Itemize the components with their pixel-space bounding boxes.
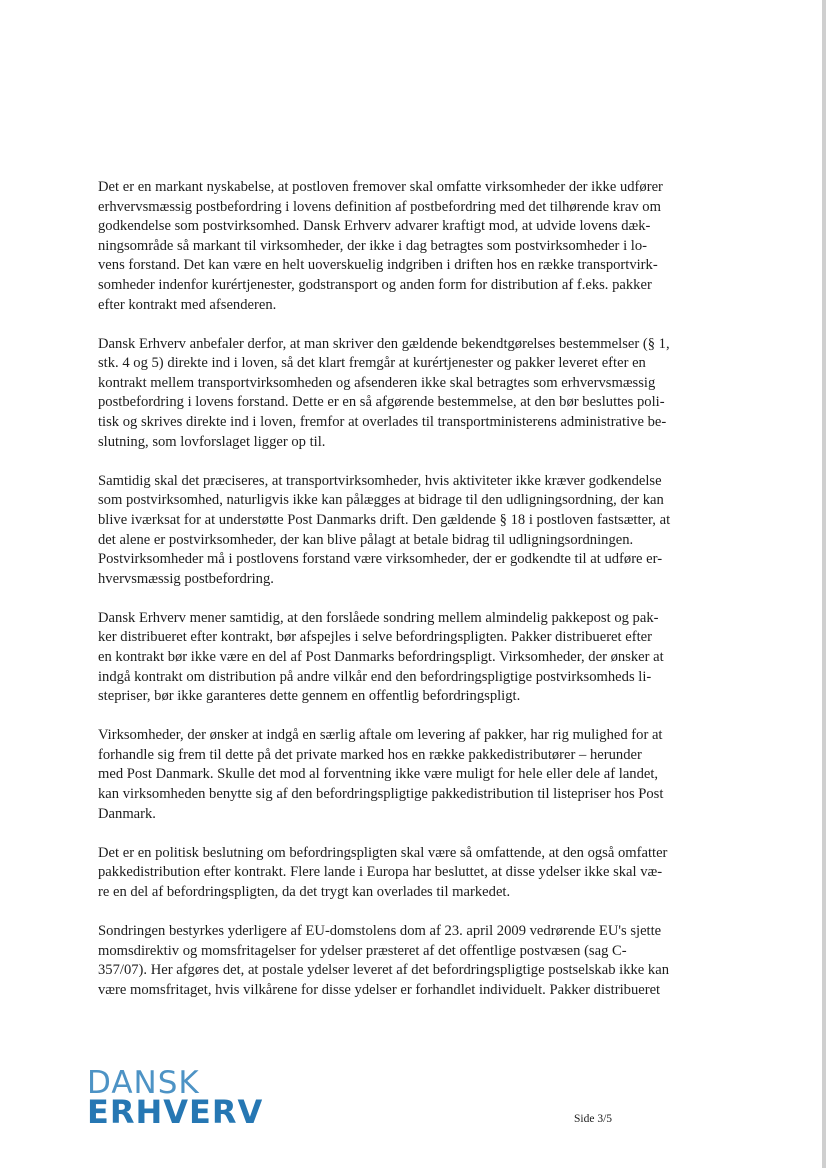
- text-line: ker distribueret efter kontrakt, bør afspejles i selve befordringspligten. Pakker distribueret efter: [98, 629, 652, 646]
- logo-word-erhverv: ERHVERV: [87, 1093, 264, 1131]
- text-line: postbefordring i lovens forstand. Dette er en så afgørende bestemmelse, at den bør besluttes poli-: [98, 394, 665, 411]
- paragraph-5: [98, 726, 726, 824]
- text-line: vens forstand. Det kan være en helt uoverskuelig indgriben i driften hos en række transportvirk-: [98, 257, 658, 274]
- text-line: med Post Danmark. Skulle det mod al forventning ikke være muligt for hele eller dele af landet,: [98, 766, 659, 783]
- text-line: re en del af befordringspligten, da det trygt kan overlades til markedet.: [98, 883, 511, 900]
- text-line: 357/07). Her afgøres det, at postale ydelser leveret af det befordringspligtige postselskab ikke kan: [98, 962, 670, 979]
- logo-word-dansk: DANSK: [87, 1065, 200, 1101]
- paragraph-2: [98, 335, 726, 453]
- text-line: Det er en markant nyskabelse, at postloven fremover skal omfatte virksomheder der ikke udfører: [98, 179, 663, 195]
- text-line: stepriser, bør ikke garanteres dette gennem en offentlig befordringspligt.: [98, 688, 521, 705]
- text-line: slutning, som lovforslaget ligger op til.: [98, 433, 326, 450]
- paragraph-1: [98, 178, 726, 315]
- text-line: kan virksomheden benytte sig af den befordringspligtige pakkedistribution til listepriser hos Post: [98, 786, 664, 803]
- paragraph-4: [98, 609, 726, 707]
- dansk-erhverv-logo: [87, 1065, 264, 1131]
- text-line: Dansk Erhverv mener samtidig, at den forslåede sondring mellem almindelig pakkepost og pak-: [98, 609, 659, 626]
- paragraph-7: [98, 922, 726, 1000]
- text-line: efter kontrakt med afsenderen.: [98, 296, 277, 313]
- page-number: Side 3/5: [574, 1113, 613, 1125]
- text-line: tisk og skrives direkte ind i loven, fremfor at overlades til transportministerens administrative be-: [98, 414, 667, 431]
- text-line: som postvirksomhed, naturligvis ikke kan pålægges at bidrage til den udligningsordning, der kan: [98, 492, 664, 509]
- paragraph-3: [98, 472, 726, 590]
- text-line: en kontrakt bør ikke være en del af Post Danmarks befordringspligt. Virksomheder, der ønsker at: [98, 648, 664, 665]
- text-line: Samtidig skal det præciseres, at transportvirksomheder, hvis aktiviteter ikke kræver godkendelse: [98, 472, 662, 489]
- text-line: blive iværksat for at understøtte Post Danmarks drift. Den gældende § 18 i postloven fastsætter, at: [98, 511, 671, 528]
- text-line: hvervsmæssig postbefordring.: [98, 570, 274, 587]
- scan-edge: [822, 0, 826, 1168]
- text-line: Sondringen bestyrkes yderligere af EU-domstolens dom af 23. april 2009 vedrørende EU's sjette: [98, 923, 662, 939]
- text-line: Det er en politisk beslutning om befordringspligten skal være så omfattende, at den også omfatter: [98, 844, 668, 861]
- document-body: [98, 178, 726, 1020]
- text-line: stk. 4 og 5) direkte ind i loven, så det klart fremgår at kurértjenester og pakker leveret efter en: [98, 355, 646, 372]
- text-line: Danmark.: [98, 805, 156, 822]
- text-line: Virksomheder, der ønsker at indgå en særlig aftale om levering af pakker, har rig mulighed for at: [98, 727, 663, 744]
- text-line: erhvervsmæssig postbefordring i lovens definition af postbefordring med det tilhørende krav om: [98, 198, 661, 215]
- text-line: forhandle sig frem til dette på det private marked hos en række pakkedistributører – herunder: [98, 746, 642, 763]
- text-line: ningsområde så markant til virksomheder, der ikke i dag betragtes som postvirksomheder i lo-: [98, 237, 647, 254]
- paragraph-6: [98, 844, 726, 903]
- text-line: indgå kontrakt om distribution på andre vilkår end den befordringspligtige postvirksomheds li-: [98, 668, 652, 685]
- text-line: Postvirksomheder må i postlovens forstand være virksomheder, der er godkendte til at udføre er-: [98, 551, 663, 568]
- text-line: Dansk Erhverv anbefaler derfor, at man skriver den gældende bekendtgørelses bestemmelser (§ 1,: [98, 335, 670, 352]
- text-line: det alene er postvirksomheder, der kan blive pålagt at betale bidrag til udligningsordningen.: [98, 531, 634, 548]
- text-line: godkendelse som postvirksomhed. Dansk Erhverv advarer kraftigt mod, at udvide lovens dæk-: [98, 218, 651, 235]
- text-line: somheder indenfor kurértjenester, godstransport og anden form for distribution af f.eks. pakker: [98, 276, 652, 293]
- text-line: være momsfritaget, hvis vilkårene for disse ydelser er forhandlet individuelt. Pakker distribueret: [98, 981, 661, 998]
- text-line: momsdirektiv og momsfritagelser for ydelser præsteret af det offentlige postvæsen (sag C-: [98, 942, 627, 959]
- text-line: kontrakt mellem transportvirksomheden og afsenderen ikke skal betragtes som erhvervsmæssig: [98, 374, 656, 391]
- text-line: pakkedistribution efter kontrakt. Flere lande i Europa har besluttet, at disse ydelser ikke skal væ-: [98, 864, 663, 881]
